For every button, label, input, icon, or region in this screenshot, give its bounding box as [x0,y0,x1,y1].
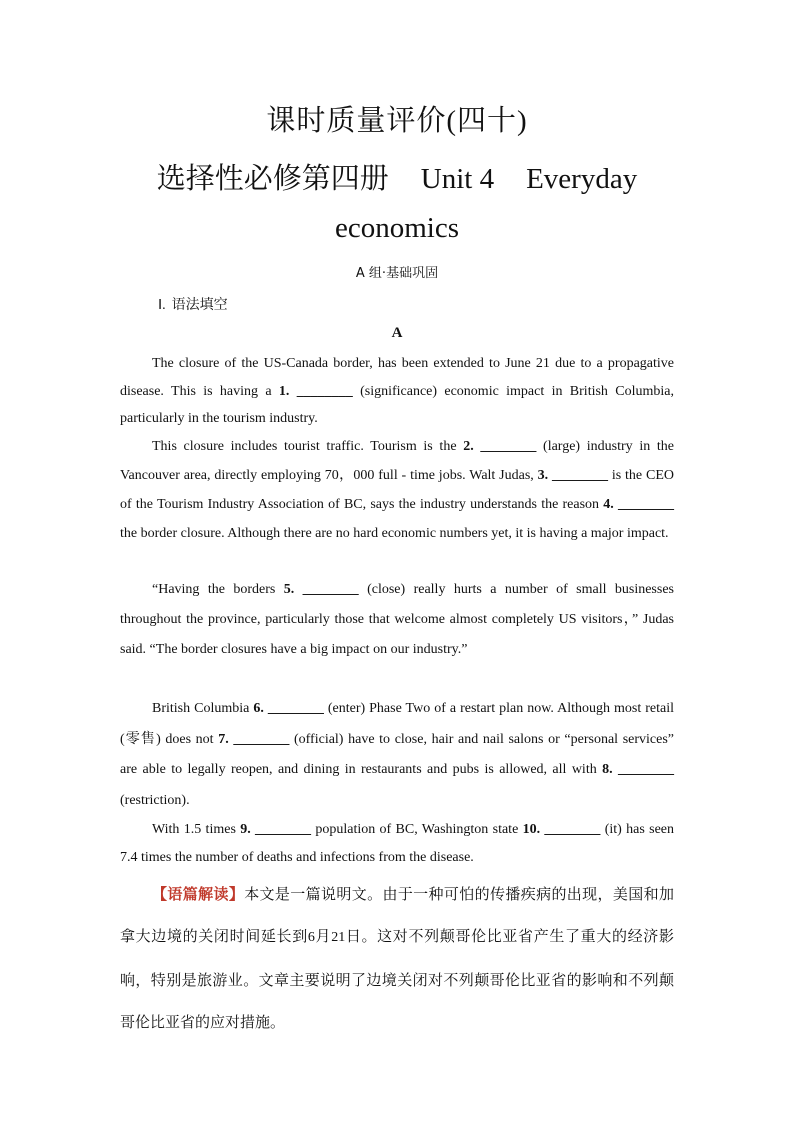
blank-3: 3. ________ [537,468,608,483]
paragraph-text: population of BC, Washington state [311,822,523,837]
analysis-month: 6 [307,930,315,945]
analysis-text: 日。这对不列颠哥伦比亚省产生了重大的经济影响，特别是旅游业。文章主要说明了边境关闭对不列颠哥伦比亚省的影响和不列颠哥伦比亚省的应对措施。 [120,927,674,1031]
blank-9: 9. ________ [240,822,312,837]
section-heading [158,294,228,314]
blank-4: 4. ________ [603,497,674,512]
analysis-text: 月 [314,927,332,945]
analysis-day: 21 [331,930,346,945]
page-title: 课时质量评价(四十) [266,105,528,137]
blank-10: 10. ________ [522,822,601,837]
paragraph-text: “Having the borders [152,582,284,597]
blank-5: 5. ________ [283,582,359,597]
paragraph-text: With 1.5 times [152,822,241,837]
paragraph-text: (enter) Phase Two of a restart plan now. Although most retail (零售) does not [120,701,674,747]
paragraph-text: is the CEO of the Tourism Industry Association of BC, says the industry understands the reason [120,468,674,512]
paragraph-text: (restriction). [120,792,190,808]
paragraph-5 [120,816,674,872]
blank-6: 6. ________ [253,701,324,716]
paragraph-text: This closure includes tourist traffic. Tourism is the [152,439,464,454]
blank-1: 1. ________ [278,383,353,399]
analysis-tag: 【语篇解读】 [152,885,245,903]
paragraph-text: British Columbia [152,701,254,716]
paragraph-text: (official) have to close, hair and nail salons or “personal services” are able to legally reopen, and dining in restaurants and pubs is allowed, all with [120,731,674,777]
unit-topic-continued: economics [334,212,459,244]
blank-2: 2. ________ [463,439,537,454]
passage-analysis [120,873,674,1043]
paragraph-text: (large) industry in the Vancouver area, directly employing 70，000 full - time jobs. Walt Judas, [120,439,674,483]
blank-7: 7. ________ [218,731,290,747]
paragraph-1 [120,350,674,433]
blank-8: 8. ________ [602,762,675,777]
paragraph-text: (it) has seen 7.4 times the number of deaths and infections from the disease. [120,822,675,865]
unit-topic: Everyday [526,163,638,195]
unit-number: Unit 4 [420,163,495,195]
paragraph-text: The closure of the US-Canada border, has been extended to June 21 due to a propagative disease. This is having a [120,356,674,399]
paragraph-text: the border closure. Although there are no hard economic numbers yet, it is having a major impact. [120,526,669,541]
section-number: Ⅰ. [158,298,166,313]
analysis-text: 本文是一篇说明文。由于一种可怕的传播疾病的出现，美国和加拿大边境的关闭时间延长到 [120,885,674,945]
paragraph-text: (significance) economic impact in British Columbia, particularly in the tourism industry. [120,383,674,426]
paragraph-text: (close) really hurts a number of small businesses throughout the province, particularly those that welcome almost completely US visitors，” Judas said. “The border closures have a big impact on our industry.” [120,582,674,657]
section-label: 语法填空 [171,297,228,313]
unit-title [0,156,794,197]
paragraph-3 [120,575,674,665]
paragraph-2 [120,432,674,548]
passage-title: A [391,325,403,341]
book-name: 选择性必修第四册 [156,163,389,195]
group-label: A 组·基础巩固 [355,266,439,281]
paragraph-4 [120,694,674,816]
